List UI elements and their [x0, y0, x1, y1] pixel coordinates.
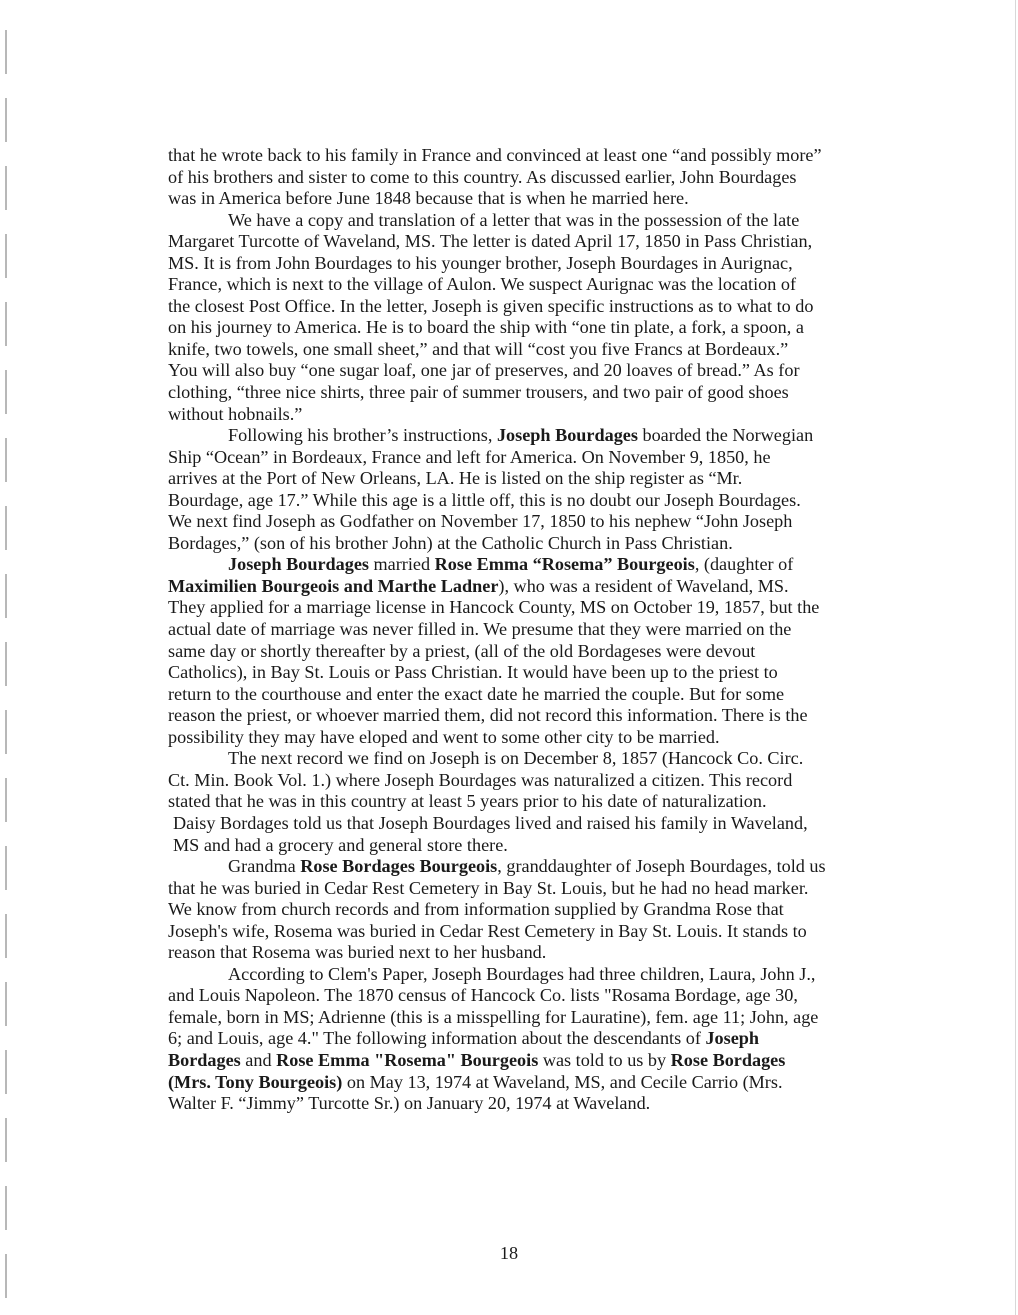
text-run: on May 13, 1974 at Waveland, MS, and Cecile Carrio (Mrs.	[342, 1071, 783, 1092]
bold-name: Rose Emma "Rosema" Bourgeois	[276, 1049, 539, 1070]
text-run: Grandma	[228, 856, 301, 877]
text-line	[168, 684, 892, 706]
paragraph	[168, 145, 892, 210]
text-run: , granddaughter of Joseph Bourdages, told us	[497, 856, 826, 877]
text-run: clothing, “three nice shirts, three pair of summer trousers, and two pair of good shoes	[168, 382, 789, 403]
binding-mark	[5, 982, 7, 1026]
text-line	[168, 985, 892, 1007]
text-run: return to the courthouse and enter the exact date he married the couple. But for some	[168, 683, 785, 704]
text-run: was in America before June 1848 because that is when he married here.	[168, 188, 689, 209]
text-run: We have a copy and translation of a letter that was in the possession of the late	[228, 209, 800, 230]
text-line	[168, 662, 892, 684]
text-run: arrives at the Port of New Orleans, LA. He is listed on the ship register as “Mr.	[168, 468, 743, 489]
bold-name: Bordages	[168, 1049, 241, 1070]
text-line	[168, 167, 892, 189]
binding-mark	[5, 710, 7, 754]
page-right-edge	[1015, 0, 1016, 1315]
text-run: Ct. Min. Book Vol. 1.) where Joseph Bourdages was naturalized a citizen. This record	[168, 769, 793, 790]
page-number: 18	[499, 1243, 519, 1263]
text-run: MS and had a grocery and general store there.	[173, 834, 508, 855]
text-line	[168, 231, 892, 253]
bold-name: Rose Bordages	[670, 1049, 786, 1070]
text-run: ), who was a resident of Waveland, MS.	[498, 575, 789, 596]
paragraph	[168, 554, 892, 748]
text-run: , (daughter of	[694, 554, 794, 575]
text-run: and Louis Napoleon. The 1870 census of Hancock Co. lists "Rosama Bordage, age 30,	[168, 985, 798, 1006]
text-run: stated that he was in this country at least 5 years prior to his date of naturalization.	[168, 791, 767, 812]
text-line	[168, 1072, 892, 1094]
binding-mark	[5, 370, 7, 414]
text-run: boarded the Norwegian	[637, 425, 814, 446]
text-line	[168, 813, 892, 835]
binding-mark	[5, 506, 7, 550]
text-line	[168, 468, 892, 490]
text-line	[168, 748, 892, 770]
text-run: of his brothers and sister to come to this country. As discussed earlier, John Bourdages	[168, 166, 797, 187]
text-line	[168, 382, 892, 404]
text-line	[168, 296, 892, 318]
text-line	[168, 835, 892, 857]
text-line	[168, 899, 892, 921]
text-line	[168, 490, 892, 512]
text-run: The next record we find on Joseph is on December 8, 1857 (Hancock Co. Circ.	[228, 748, 804, 769]
bold-name: (Mrs. Tony Bourgeois)	[168, 1071, 343, 1092]
text-line	[168, 425, 892, 447]
text-run: Bourdage, age 17.” While this age is a little off, this is no doubt our Joseph Bourdages.	[168, 489, 801, 510]
text-run: France, which is next to the village of Aulon. We suspect Aurignac was the location of	[168, 274, 797, 295]
paragraph	[168, 856, 892, 964]
text-line	[168, 727, 892, 749]
paragraph	[168, 748, 892, 856]
text-run: 6; and Louis, age 4." The following information about the descendants of	[168, 1028, 706, 1049]
text-line	[168, 317, 892, 339]
text-line	[168, 856, 892, 878]
text-run: Catholics), in Bay St. Louis or Pass Christian. It would have been up to the priest to	[168, 662, 778, 683]
text-run: same day or shortly thereafter by a priest, (all of the old Bordageses were devout	[168, 640, 756, 661]
paragraph	[168, 425, 892, 554]
text-run: that he was buried in Cedar Rest Cemetery in Bay St. Louis, but he had no head marker.	[168, 877, 809, 898]
binding-mark	[5, 1050, 7, 1094]
text-run: You will also buy “one sugar loaf, one jar of preserves, and 20 loaves of bread.” As for	[168, 360, 800, 381]
text-line	[168, 942, 892, 964]
text-run: married	[368, 554, 435, 575]
text-run: was told to us by	[538, 1049, 671, 1070]
text-run: and	[240, 1049, 277, 1070]
binding-mark	[5, 1186, 7, 1230]
text-line	[168, 253, 892, 275]
text-run: According to Clem's Paper, Joseph Bourdages had three children, Laura, John J.,	[228, 963, 816, 984]
text-line	[168, 404, 892, 426]
text-line	[168, 705, 892, 727]
text-line	[168, 554, 892, 576]
text-run: on his journey to America. He is to board the ship with “one tin plate, a fork, a spoon, a	[168, 317, 804, 338]
text-line	[168, 188, 892, 210]
binding-mark	[5, 30, 7, 74]
text-run: reason that Rosema was buried next to her husband.	[168, 942, 547, 963]
text-run: Walter F. “Jimmy” Turcotte Sr.) on January 20, 1974 at Waveland.	[168, 1093, 651, 1114]
text-line	[168, 597, 892, 619]
binding-mark	[5, 234, 7, 278]
text-line	[168, 533, 892, 555]
text-run: reason the priest, or whoever married them, did not record this information. There is the	[168, 705, 808, 726]
text-run: possibility they may have eloped and went to some other city to be married.	[168, 726, 720, 747]
bold-name: Maximilien Bourgeois and Marthe Ladner	[168, 575, 499, 596]
binding-mark	[5, 846, 7, 890]
text-run: Daisy Bordages told us that Joseph Bourdages lived and raised his family in Waveland,	[173, 812, 808, 833]
document-body	[168, 145, 892, 1115]
text-line	[168, 921, 892, 943]
text-run: female, born in MS; Adrienne (this is a misspelling for Lauratine), fem. age 11; John, age	[168, 1006, 819, 1027]
bold-name: Rose Bordages Bourgeois	[300, 856, 498, 877]
binding-edge	[0, 0, 12, 1315]
text-run: Ship “Ocean” in Bordeaux, France and left for America. On November 9, 1850, he	[168, 446, 771, 467]
binding-mark	[5, 166, 7, 210]
paragraph	[168, 210, 892, 425]
text-line	[168, 360, 892, 382]
text-line	[168, 791, 892, 813]
text-run: They applied for a marriage license in Hancock County, MS on October 19, 1857, but the	[168, 597, 820, 618]
binding-mark	[5, 302, 7, 346]
text-run: the closest Post Office. In the letter, Joseph is given specific instructions as to what to do	[168, 295, 814, 316]
binding-mark	[5, 778, 7, 822]
text-line	[168, 964, 892, 986]
binding-mark	[5, 98, 7, 142]
paragraph	[168, 964, 892, 1115]
text-run: that he wrote back to his family in France and convinced at least one “and possibly more”	[168, 145, 822, 165]
bold-name: Joseph Bourdages	[228, 554, 369, 575]
text-run: Margaret Turcotte of Waveland, MS. The letter is dated April 17, 1850 in Pass Christian,	[168, 231, 813, 252]
text-run: Following his brother’s instructions,	[228, 425, 497, 446]
text-run: Bordages,” (son of his brother John) at the Catholic Church in Pass Christian.	[168, 532, 733, 553]
text-line	[168, 576, 892, 598]
text-line	[168, 619, 892, 641]
binding-mark	[5, 574, 7, 618]
bold-name: Joseph	[705, 1028, 760, 1049]
text-run: Joseph's wife, Rosema was buried in Cedar Rest Cemetery in Bay St. Louis. It stands to	[168, 920, 807, 941]
text-line	[168, 1093, 892, 1115]
text-line	[168, 511, 892, 533]
text-line	[168, 210, 892, 232]
text-line	[168, 274, 892, 296]
text-run: without hobnails.”	[168, 403, 303, 424]
text-run: knife, two towels, one small sheet,” and that will “cost you five Francs at Bordeaux.”	[168, 338, 789, 359]
text-line	[168, 1028, 892, 1050]
text-run: We next find Joseph as Godfather on November 17, 1850 to his nephew “John Joseph	[168, 511, 793, 532]
text-line	[168, 770, 892, 792]
binding-mark	[5, 1118, 7, 1162]
binding-mark	[5, 438, 7, 482]
text-line	[168, 145, 892, 167]
text-line	[168, 1050, 892, 1072]
binding-mark	[5, 914, 7, 958]
text-run: MS. It is from John Bourdages to his younger brother, Joseph Bourdages in Aurignac,	[168, 252, 793, 273]
bold-name: Joseph Bourdages	[496, 425, 638, 446]
text-line	[168, 878, 892, 900]
text-line	[168, 447, 892, 469]
text-run: actual date of marriage was never filled in. We presume that they were married on the	[168, 619, 792, 640]
binding-mark	[5, 642, 7, 686]
text-line	[168, 339, 892, 361]
text-line	[168, 1007, 892, 1029]
text-run: We know from church records and from information supplied by Grandma Rose that	[168, 899, 784, 920]
bold-name: Rose Emma “Rosema” Bourgeois	[434, 554, 695, 575]
text-line	[168, 641, 892, 663]
